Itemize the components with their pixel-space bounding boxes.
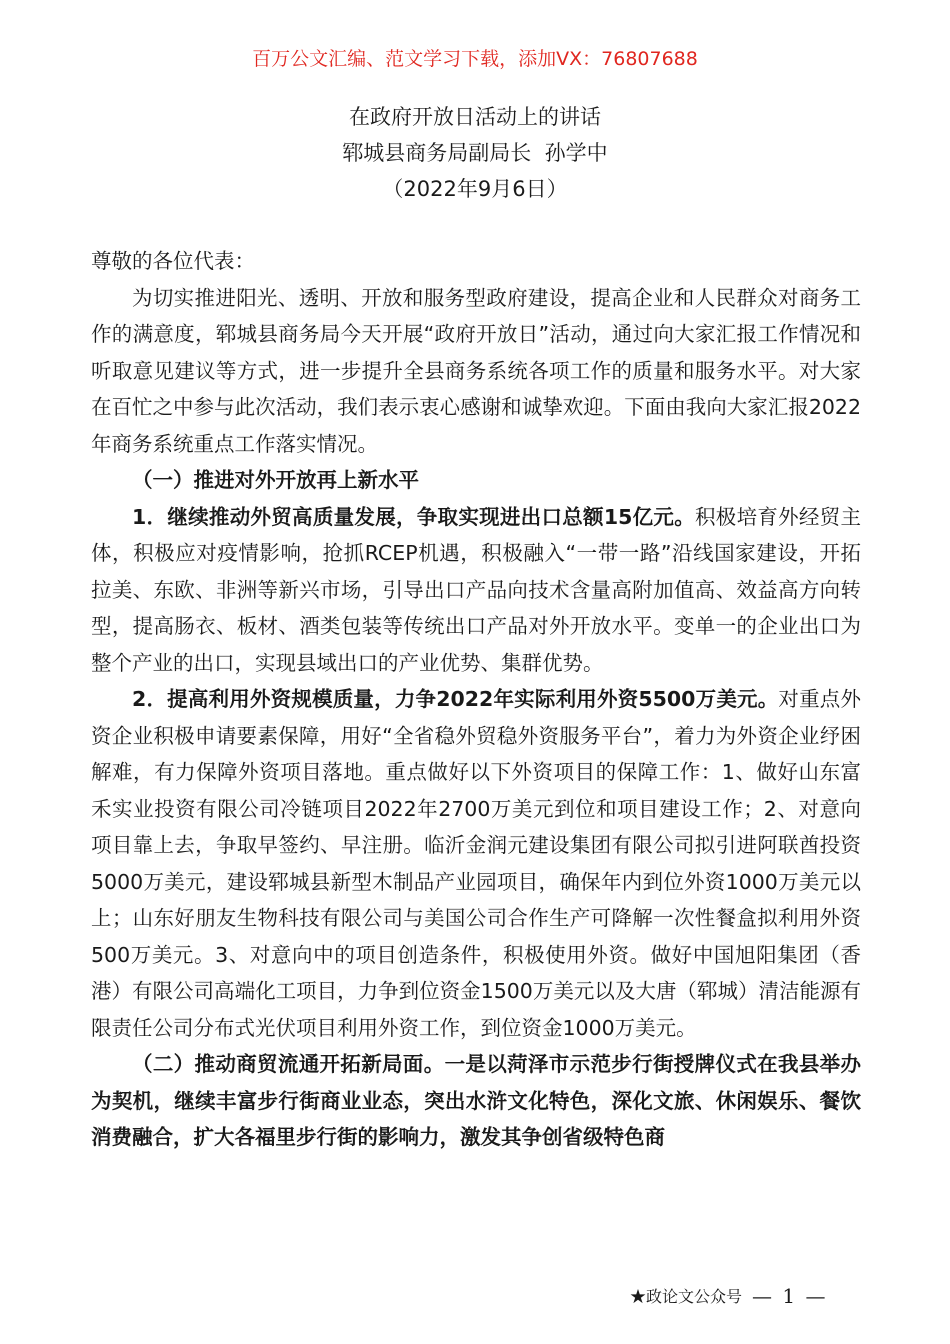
watermark-banner: 百万公文汇编、范文学习下载，添加VX：76807688 (252, 48, 698, 70)
document-body (91, 243, 861, 1156)
section-2-paragraph: （二）推动商贸流通开拓新局面。一是以菏泽市示范步行街授牌仪式在我县举办为契机，继续丰富步行街商业业态，突出水浒文化特色，深化文旅、休闲娱乐、餐饮消费融合，扩大各福里步行街的影响力，激发其争创省级特色商 (91, 1052, 861, 1149)
intro-paragraph: 为切实推进阳光、透明、开放和服务型政府建设，提高企业和人民群众对商务工作的满意度，郓城县商务局今天开展“政府开放日”活动，通过向大家汇报工作情况和听取意见建议等方式，进一步提升全县商务系统各项工作的质量和服务水平。对大家在百忙之中参与此次活动，我们表示衷心感谢和诚挚欢迎。下面由我向大家汇报2022年商务系统重点工作落实情况。 (91, 285, 861, 456)
speaker-line: 郓城县商务局副局长 孙学中 (342, 141, 608, 165)
page-number: — 1 — (752, 1284, 828, 1308)
footer-source: ★政论文公众号 (629, 1287, 742, 1306)
speech-date: （2022年9月6日） (382, 177, 568, 201)
page-footer (0, 1284, 950, 1310)
document-title: 在政府开放日活动上的讲话 (349, 105, 601, 129)
item-1-paragraph (91, 499, 861, 682)
item-1-text: 积极培育外经贸主体，积极应对疫情影响，抢抓RCEP机遇，积极融入“一带一路”沿线国家建设，开拓拉美、东欧、非洲等新兴市场，引导出口产品向技术含量高附加值高、效益高方向转型，提高肠衣、板材、酒类包装等传统出口产品对外开放水平。变单一的企业出口为整个产业的出口，实现县域出口的产业优势、集群优势。 (91, 504, 861, 675)
section-1-heading: （一）推进对外开放再上新水平 (132, 468, 419, 492)
item-2-paragraph (91, 681, 861, 1046)
document-header (0, 99, 950, 207)
item-1-lead: 1．继续推动外贸高质量发展，争取实现进出口总额15亿元。 (132, 504, 695, 529)
item-2-text: 对重点外资企业积极申请要素保障，用好“全省稳外贸稳外资服务平台”，着力为外资企业纾困解难，有力保障外资项目落地。重点做好以下外资项目的保障工作：1、做好山东富禾实业投资有限公司冷链项目2022年2700万美元到位和项目建设工作；2、对意向项目靠上去，争取早签约、早注册。临沂金润元建设集团有限公司拟引进阿联酋投资5000万美元，建设郓城县新型木制品产业园项目，确保年内到位外资1000万美元以上；山东好朋友生物科技有限公司与美国公司合作生产可降解一次性餐盒拟利用外资500万美元。3、对意向中的项目创造条件，积极使用外资。做好中国旭阳集团（香港）有限公司高端化工项目，力争到位资金1500万美元以及大唐（郓城）清洁能源有限责任公司分布式光伏项目利用外资工作，到位资金1000万美元。 (91, 687, 861, 1040)
item-2-lead: 2．提高利用外资规模质量，力争2022年实际利用外资5500万美元。 (132, 687, 779, 711)
greeting: 尊敬的各位代表： (91, 249, 255, 273)
